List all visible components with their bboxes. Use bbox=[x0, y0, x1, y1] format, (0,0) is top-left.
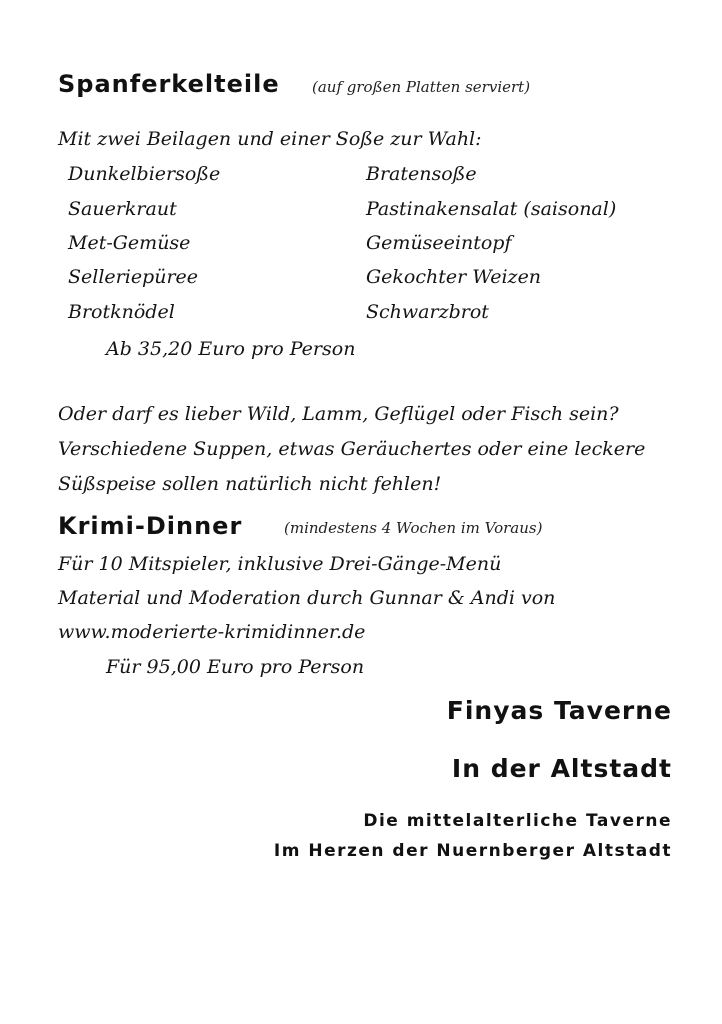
side-item-left: Dunkelbiersoße bbox=[68, 163, 221, 185]
tavern-tagline: Die mittelalterliche Taverne bbox=[363, 811, 672, 831]
side-item-right: Gemüseeintopf bbox=[366, 232, 512, 254]
krimi-line: Für 10 Mitspieler, inklusive Drei-Gänge-Menü bbox=[58, 553, 502, 575]
tavern-name: Finyas Taverne bbox=[446, 696, 672, 725]
section-title-krimi: Krimi-Dinner bbox=[58, 512, 243, 540]
extras-line: Oder darf es lieber Wild, Lamm, Geflügel oder Fisch sein? bbox=[58, 403, 619, 425]
side-item-left: Met-Gemüse bbox=[68, 232, 191, 254]
section-note-spanferkel: (auf großen Platten serviert) bbox=[312, 78, 531, 96]
tavern-address-line: Im Herzen der Nuernberger Altstadt bbox=[273, 841, 672, 861]
krimi-line: Material und Moderation durch Gunnar & Andi von bbox=[58, 587, 556, 609]
side-item-right: Bratensoße bbox=[366, 163, 477, 185]
side-item-right: Gekochter Weizen bbox=[366, 266, 542, 288]
extras-line: Verschiedene Suppen, etwas Geräuchertes oder eine leckere bbox=[58, 438, 646, 460]
price-spanferkel: Ab 35,20 Euro pro Person bbox=[106, 338, 356, 360]
krimi-website: www.moderierte-krimidinner.de bbox=[58, 621, 366, 643]
tavern-location: In der Altstadt bbox=[451, 754, 672, 783]
section-note-krimi: (mindestens 4 Wochen im Voraus) bbox=[284, 519, 543, 537]
price-krimi: Für 95,00 Euro pro Person bbox=[106, 656, 365, 678]
section-title-spanferkel: Spanferkelteile bbox=[58, 70, 280, 98]
sides-intro: Mit zwei Beilagen und einer Soße zur Wahl: bbox=[58, 128, 482, 150]
side-item-left: Sauerkraut bbox=[68, 198, 177, 220]
side-item-right: Schwarzbrot bbox=[366, 301, 489, 323]
side-item-left: Selleriepüree bbox=[68, 266, 199, 288]
side-item-right: Pastinakensalat (saisonal) bbox=[366, 198, 617, 220]
extras-line: Süßspeise sollen natürlich nicht fehlen! bbox=[58, 473, 442, 495]
side-item-left: Brotknödel bbox=[68, 301, 175, 323]
